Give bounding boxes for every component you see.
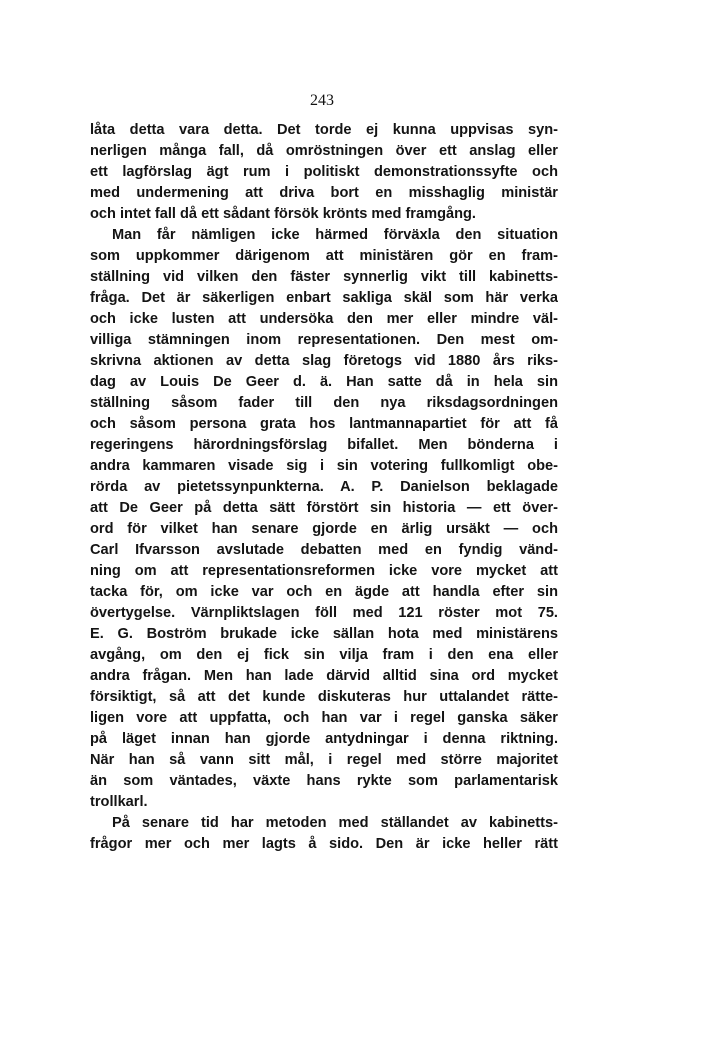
- text-line: frågor mer och mer lagts å sido. Den är icke heller rätt: [90, 836, 558, 852]
- text-line: på läget innan han gjorde antydningar i denna riktning.: [90, 731, 558, 747]
- text-line: avgång, om den ej fick sin vilja fram i den ena eller: [90, 647, 558, 663]
- text-line: skrivna aktionen av detta slag företogs vid 1880 års riks-: [90, 353, 558, 369]
- text-line: rörda av pietetssynpunkterna. A. P. Danielson beklagade: [90, 479, 558, 495]
- text-line: När han så vann sitt mål, i regel med större majoritet: [90, 752, 558, 768]
- text-line: nerligen många fall, då omröstningen över ett anslag eller: [90, 143, 558, 159]
- text-line: trollkarl.: [90, 794, 148, 810]
- text-line: med undermening att driva bort en misshaglig ministär: [90, 185, 558, 201]
- text-line: ligen vore att uppfatta, och han var i regel ganska säker: [90, 710, 558, 726]
- text-line: ett lagförslag ägt rum i politiskt demonstrationssyfte och: [90, 164, 558, 180]
- page-number: 243: [310, 92, 334, 109]
- text-line: fråga. Det är säkerligen enbart sakliga skäl som här verka: [90, 290, 558, 306]
- text-line: att De Geer på detta sätt förstört sin historia — ett över-: [90, 500, 558, 516]
- text-line: regeringens härordningsförslag bifallet. Men bönderna i: [90, 437, 558, 453]
- text-line: andra kammaren visade sig i sin votering fullkomligt obe-: [90, 458, 558, 474]
- text-line: ord för vilket han senare gjorde en ärlig ursäkt — och: [90, 521, 558, 537]
- text-line: som uppkommer därigenom att ministären gör en fram-: [90, 248, 558, 264]
- text-line: ning om att representationsreformen icke vore mycket att: [90, 563, 558, 579]
- text-line: tacka för, om icke var och en ägde att handla efter sin: [90, 584, 558, 600]
- text-line: och intet fall då ett sådant försök krönts med framgång.: [90, 206, 476, 222]
- text-line: På senare tid har metoden med ställandet av kabinetts-: [112, 815, 558, 831]
- text-line: än som väntades, växte hans rykte som parlamentarisk: [90, 773, 558, 789]
- text-line: E. G. Boström brukade icke sällan hota med ministärens: [90, 626, 558, 642]
- text-line: låta detta vara detta. Det torde ej kunna uppvisas syn-: [90, 122, 558, 138]
- text-line: och såsom persona grata hos lantmannapartiet för att få: [90, 416, 558, 432]
- text-line: ställning såsom fader till den nya riksdagsordningen: [90, 395, 558, 411]
- text-line: Man får nämligen icke härmed förväxla den situation: [112, 227, 558, 243]
- text-line: och icke lusten att undersöka den mer eller mindre väl-: [90, 311, 558, 327]
- text-line: ställning vid vilken den fäster synnerlig vikt till kabinetts-: [90, 269, 558, 285]
- text-line: andra frågan. Men han lade därvid alltid sina ord mycket: [90, 668, 558, 684]
- text-line: försiktigt, så att det kunde diskuteras hur uttalandet rätte-: [90, 689, 558, 705]
- body-text: [90, 120, 558, 855]
- text-line: villiga stämningen inom representationen. Den mest om-: [90, 332, 558, 348]
- text-line: Carl Ifvarsson avslutade debatten med en fyndig vänd-: [90, 542, 558, 558]
- text-line: övertygelse. Värnpliktslagen föll med 121 röster mot 75.: [90, 605, 558, 621]
- text-line: dag av Louis De Geer d. ä. Han satte då in hela sin: [90, 374, 558, 390]
